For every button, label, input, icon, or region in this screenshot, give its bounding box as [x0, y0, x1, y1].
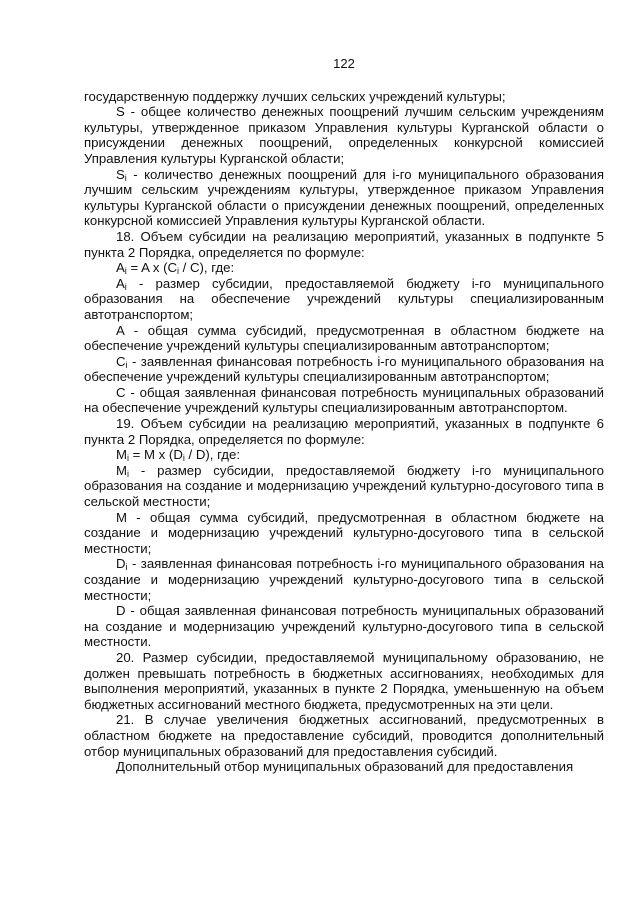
- text-run: S - общее количество денежных поощрений лучшим сельским учреждениям культуры, утвержденное приказом Управления культуры Курганской области о присуждении денежных поощрений, определенных конкурсной комиссией Управления культуры Курганской области;: [84, 104, 604, 166]
- paragraph-p09: [84, 385, 604, 416]
- text-run: - заявленная финансовая потребность i-го муниципального образования на создание и модернизацию учреждений культурно-досугового типа в сельской местности;: [84, 556, 604, 603]
- text-run: 18. Объем субсидии на реализацию мероприятий, указанных в подпункте 5 пункта 2 Порядка, определяется по формуле:: [84, 228, 604, 260]
- text-run: M - общая сумма субсидий, предусмотренная в областном бюджете на создание и модернизацию учреждений культурно-досугового типа в сельской местности;: [84, 509, 604, 556]
- subscript-index: i: [124, 172, 127, 183]
- text-run: 21. В случае увеличения бюджетных ассигнований, предусмотренных в областном бюджете на предоставление субсидий, проводится дополнительный отбор муниципальных образований для предоставления субсидий.: [84, 712, 604, 759]
- paragraph-p02: [84, 104, 604, 166]
- subscript-index: i: [124, 281, 127, 292]
- paragraph-p14: [84, 556, 604, 603]
- paragraph-p08: [84, 354, 604, 385]
- paragraph-p16: [84, 650, 604, 712]
- text-run: A - общая сумма субсидий, предусмотренная в областном бюджете на обеспечение учреждений культуры специализированным автотранспортом;: [84, 322, 604, 354]
- subscript-index: i: [127, 468, 129, 479]
- subscript-index: i: [124, 266, 127, 277]
- text-run: / C), где:: [179, 260, 235, 276]
- text-run: 19. Объем субсидии на реализацию мероприятий, указанных в подпункте 6 пункта 2 Порядка, определяется по формуле:: [84, 416, 604, 447]
- subscript-index: i: [125, 562, 128, 573]
- paragraph-p04: [84, 229, 604, 260]
- text-run: D - общая заявленная финансовая потребность муниципальных образований на создание и модернизацию учреждений культурно-досугового типа в сельской местности.: [84, 603, 604, 650]
- text-run: D: [116, 556, 126, 572]
- text-run: = A x (C: [126, 260, 178, 276]
- text-run: C - общая заявленная финансовая потребность муниципальных образований на обеспечение учреждений культуры специализированным автотранспортом.: [84, 384, 604, 416]
- paragraph-p13: [84, 510, 604, 557]
- paragraph-p07: [84, 323, 604, 354]
- text-run: Дополнительный отбор муниципальных образований для предоставления: [116, 759, 574, 775]
- paragraph-p06: [84, 276, 604, 323]
- text-run: A: [116, 275, 125, 291]
- subscript-index: i: [177, 266, 180, 277]
- text-run: C: [116, 353, 126, 369]
- subscript-index: i: [125, 359, 128, 370]
- paragraph-p10: [84, 416, 604, 447]
- text-run: 20. Размер субсидии, предоставляемой муниципальному образованию, не должен превышать потребность в бюджетных ассигнованиях, необходимых для выполнения мероприятий, указанных в пункте 2 Порядка, уменьшенную на объем бюджетных ассигнований местного бюджета, предусмотренных на эти цели.: [84, 649, 604, 712]
- page-number: 122: [333, 56, 355, 71]
- paragraph-p05: [84, 260, 604, 276]
- paragraph-p11: [84, 447, 604, 463]
- document-body: [84, 89, 604, 775]
- text-run: - количество денежных поощрений для i-го муниципального образования лучшим сельским учреждениям культуры, утвержденное приказом Управления культуры Курганской области о присуждении денежных поощрений, определенных конкурсной комиссией Управления культуры Курганской области.: [84, 166, 604, 229]
- text-run: - размер субсидии, предоставляемой бюджету i-го муниципального образования на создание и модернизацию учреждений культурно-досугового типа в сельской местности;: [84, 462, 604, 510]
- text-run: = M x (D: [129, 447, 183, 463]
- text-run: - заявленная финансовая потребность i-го муниципального образования на обеспечение учреждений культуры специализированным автотранспортом;: [84, 353, 604, 385]
- paragraph-p12: [84, 463, 604, 510]
- paragraph-p17: [84, 712, 604, 759]
- text-run: - размер субсидии, предоставляемой бюджету i-го муниципального образования на обеспечение учреждений культуры специализированным автотранспортом;: [84, 275, 604, 322]
- text-run: S: [116, 166, 125, 182]
- text-run: / D), где:: [184, 447, 241, 463]
- paragraph-p18: [84, 759, 604, 775]
- text-run: M: [116, 462, 127, 478]
- subscript-index: i: [127, 453, 129, 464]
- text-run: A: [116, 260, 125, 276]
- subscript-index: i: [182, 453, 185, 464]
- paragraph-p15: [84, 603, 604, 650]
- text-run: государственную поддержку лучших сельских учреждений культуры;: [84, 88, 506, 104]
- paragraph-p03: [84, 167, 604, 229]
- paragraph-p01: [84, 89, 604, 105]
- text-run: M: [116, 447, 127, 463]
